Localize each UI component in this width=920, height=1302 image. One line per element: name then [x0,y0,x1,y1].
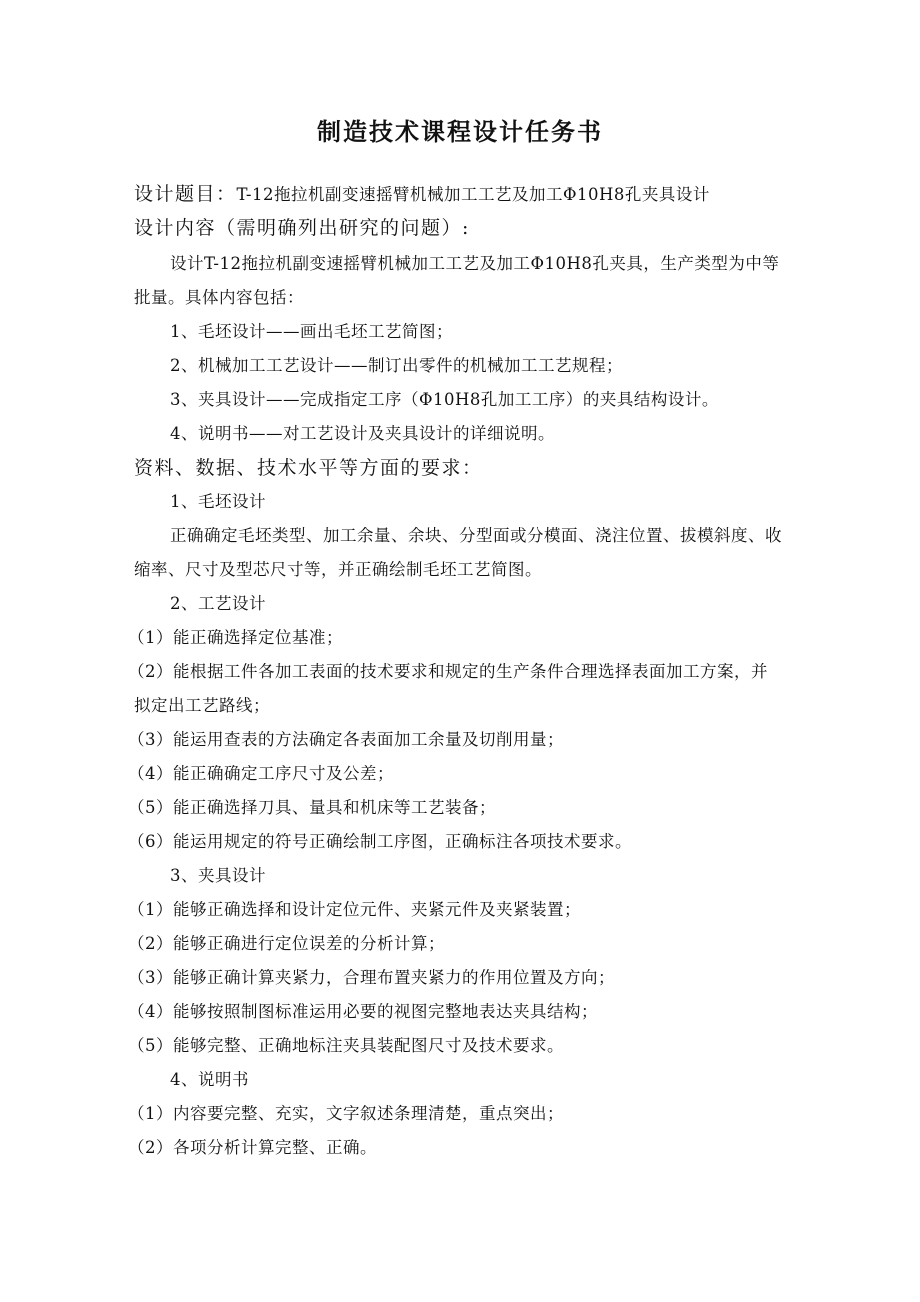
design-topic-label: 设计题目： [134,183,237,205]
section-4-heading: 4、说明书 [170,1070,249,1089]
section-1-line-2: 缩率、尺寸及型芯尺寸等，并正确绘制毛坯工艺简图。 [134,560,542,579]
section-4-item: （1）内容要完整、充实，文字叙述条理清楚，重点突出； [128,1104,564,1123]
section-2-item: 拟定出工艺路线； [134,696,270,715]
content-item-2: 2、机械加工工艺设计——制订出零件的机械加工工艺规程； [170,356,623,375]
document-title: 制造技术课程设计任务书 [317,117,603,146]
section-2-item: （4）能正确确定工序尺寸及公差； [128,764,394,783]
content-item-4: 4、说明书——对工艺设计及夹具设计的详细说明。 [170,424,555,443]
intro-line-1: 设计T-12拖拉机副变速摇臂机械加工工艺及加工Φ10H8孔夹具，生产类型为中等 [170,254,780,273]
section-3-item: （2）能够正确进行定位误差的分析计算； [128,934,445,953]
section-3-item: （3）能够正确计算夹紧力，合理布置夹紧力的作用位置及方向； [128,968,615,987]
section-3-heading: 3、夹具设计 [170,866,266,885]
section-3-item: （4）能够按照制图标准运用必要的视图完整地表达夹具结构； [128,1002,598,1021]
content-item-3: 3、夹具设计——完成指定工序（Φ10H8孔加工工序）的夹具结构设计。 [170,390,719,409]
section-2-item: （1）能正确选择定位基准； [128,628,343,647]
section-2-item: （5）能正确选择刀具、量具和机床等工艺装备； [128,798,496,817]
section-2-item: （2）能根据工件各加工表面的技术要求和规定的生产条件合理选择表面加工方案，并 [128,662,768,681]
requirements-heading: 资料、数据、技术水平等方面的要求： [134,457,483,479]
section-3-item: （1）能够正确选择和设计定位元件、夹紧元件及夹紧装置； [128,900,581,919]
section-2-item: （6）能运用规定的符号正确绘制工序图，正确标注各项技术要求。 [128,832,632,851]
section-2-item: （3）能运用查表的方法确定各表面加工余量及切削用量； [128,730,564,749]
design-topic-text: T-12拖拉机副变速摇臂机械加工工艺及加工Φ10H8孔夹具设计 [236,185,710,204]
section-1-line-1: 正确确定毛坯类型、加工余量、余块、分型面或分模面、浇注位置、拔模斜度、收 [170,526,782,545]
design-topic-line [134,182,710,207]
design-content-heading: 设计内容（需明确列出研究的问题）: [134,217,470,239]
section-1-heading: 1、毛坯设计 [170,492,266,511]
content-item-1: 1、毛坯设计——画出毛坯工艺简图； [170,322,453,341]
intro-line-2: 批量。具体内容包括： [134,288,304,307]
section-3-item: （5）能够完整、正确地标注夹具装配图尺寸及技术要求。 [128,1036,564,1055]
section-2-heading: 2、工艺设计 [170,594,266,613]
section-4-item: （2）各项分析计算完整、正确。 [128,1138,377,1157]
